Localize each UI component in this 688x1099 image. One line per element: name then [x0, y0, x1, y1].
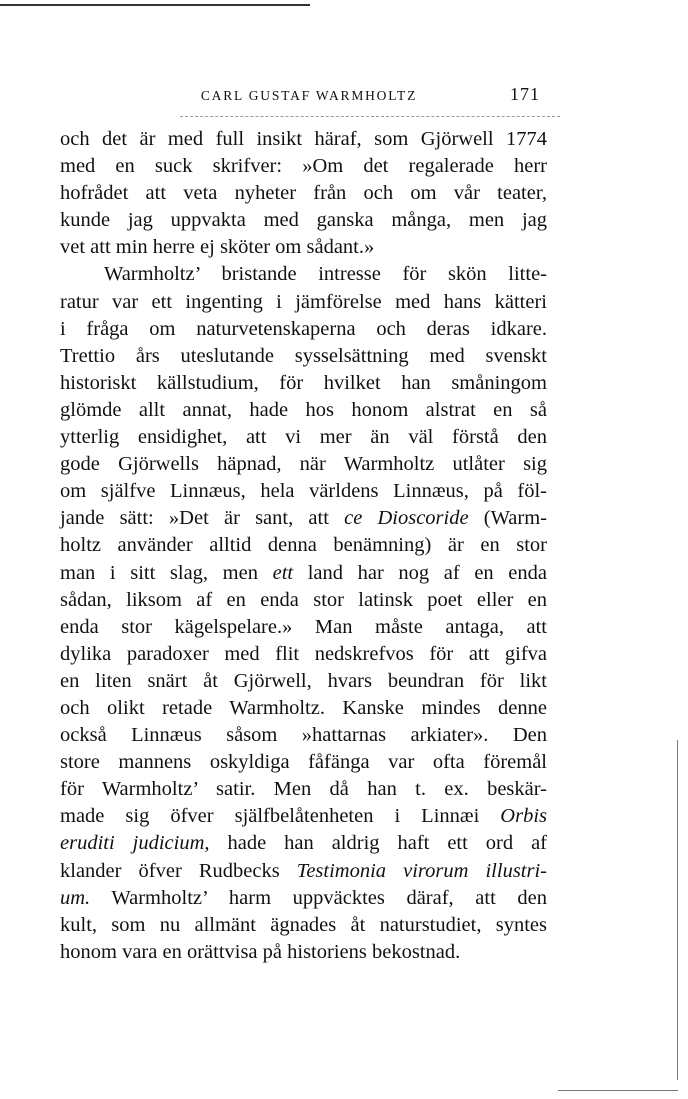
italic-title: eruditi judicium, [60, 832, 210, 855]
italic-emphasis: ett [272, 561, 294, 584]
text-line: med en suck skrifver: »Om det regalerade herr [60, 155, 547, 178]
text-line: kunde jag uppvakta med ganska många, men jag [60, 209, 547, 232]
text-line: store mannens oskyldiga fåfänga var ofta föremål [60, 751, 547, 774]
text-line: holtz använder alltid denna benämning) är en stor [60, 534, 547, 557]
italic-title: Orbis [500, 805, 547, 828]
body-text [60, 126, 547, 966]
text-line: Warmholtz’ bristande intresse för skön litte- [104, 263, 547, 286]
text-line: klander öfver Rudbecks Testimonia virorum illustri- [60, 859, 547, 882]
scan-edge-rule [558, 1090, 678, 1091]
italic-title: Testimonia virorum illustri- [296, 859, 547, 882]
text-line: jande sätt: »Det är sant, att ce Dioscoride (Warm- [60, 507, 547, 530]
header-rule [180, 116, 560, 117]
text-line: gode Gjörwells häpnad, när Warmholtz utlåter sig [60, 453, 547, 476]
text-line: sådan, liksom af en enda stor latinsk poet eller en [60, 588, 547, 611]
text-line: hofrådet att veta nyheter från och om vår teater, [60, 182, 547, 205]
text-line: dylika paradoxer med flit nedskrefvos för att gifva [60, 642, 547, 665]
text-line: och olikt retade Warmholtz. Kanske mindes denne [60, 696, 547, 719]
text-line: honom vara en orättvisa på historiens bekostnad. [60, 940, 461, 963]
text-line: och det är med full insikt häraf, som Gjörwell 1774 [60, 128, 547, 150]
text-line: vet att min herre ej sköter om sådant.» [60, 236, 375, 259]
text-line: också Linnæus såsom »hattarnas arkiater». Den [60, 724, 547, 747]
paragraph-2 [60, 261, 547, 965]
text-line: um. Warmholtz’ harm uppväcktes däraf, att den [60, 886, 547, 909]
text-line: made sig öfver själfbelåtenheten i Linnæi Orbis [60, 805, 547, 828]
text-line: i fråga om naturvetenskaperna och deras idkare. [60, 317, 547, 340]
text-line: ytterlig ensidighet, att vi mer än väl förstå den [60, 426, 547, 449]
text-line: glömde allt annat, hade hos honom alstrat en så [60, 398, 547, 421]
running-head: CARL GUSTAF WARMHOLTZ [200, 88, 418, 103]
text-line: eruditi judicium, hade han aldrig haft ett ord af [60, 832, 547, 855]
text-line: enda stor kägelspelare.» Man måste antaga, att [60, 615, 547, 638]
text-line: kult, som nu allmänt ägnades åt naturstudiet, syntes [60, 913, 547, 936]
text-line: en liten snärt åt Gjörwell, hvars beundran för likt [60, 669, 547, 692]
top-edge-rule [0, 4, 310, 6]
page-number: 171 [510, 84, 540, 104]
scan-edge-rule [677, 740, 678, 1080]
italic-title: ce Dioscoride [344, 507, 469, 530]
paragraph-1 [60, 126, 547, 261]
text-line: om själfve Linnæus, hela världens Linnæus, på föl- [60, 480, 547, 503]
text-line: man i sitt slag, men ett land har nog af en enda [60, 561, 547, 584]
text-line: Trettio års uteslutande sysselsättning med svenskt [60, 344, 547, 367]
italic-title: um. [60, 886, 91, 909]
text-line: historiskt källstudium, för hvilket han småningom [60, 371, 547, 394]
text-line: ratur var ett ingenting i jämförelse med hans kätteri [60, 290, 547, 313]
text-line: för Warmholtz’ satir. Men då han t. ex. beskär- [60, 778, 547, 801]
